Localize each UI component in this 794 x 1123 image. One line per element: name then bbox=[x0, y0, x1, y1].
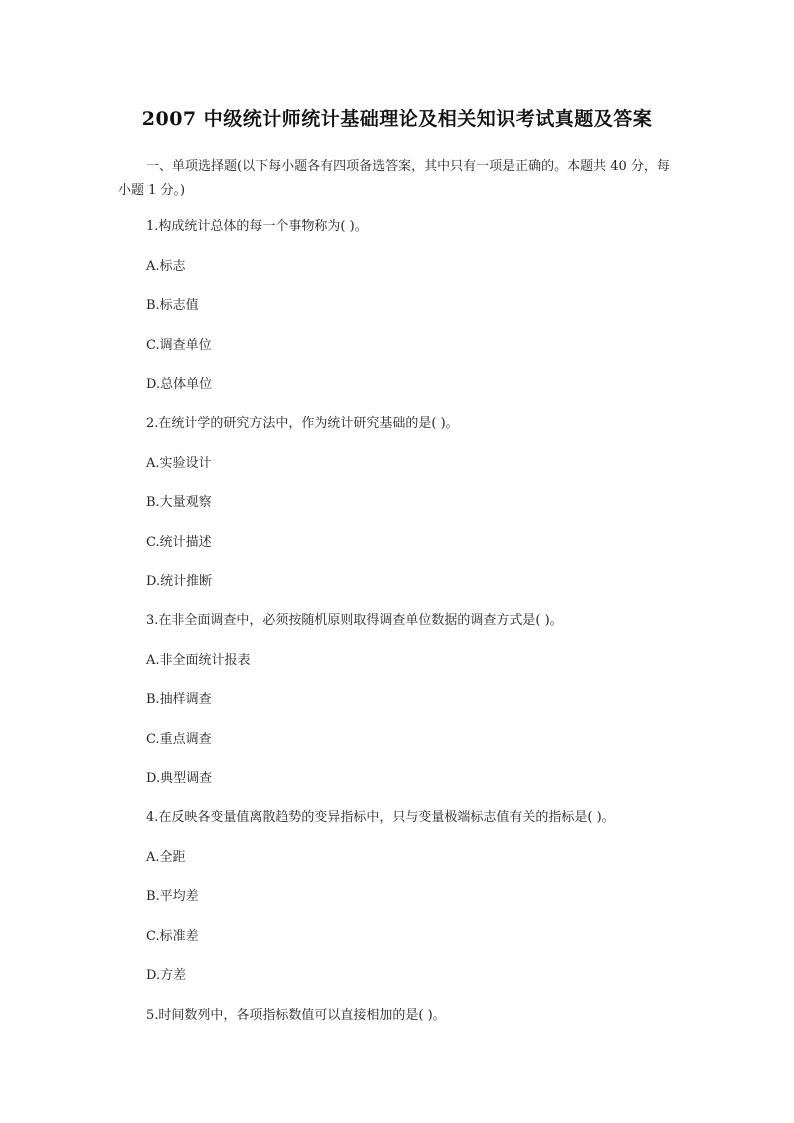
document-title: 2007 中级统计师统计基础理论及相关知识考试真题及答案 bbox=[141, 108, 653, 130]
question-2: 2.在统计学的研究方法中，作为统计研究基础的是( )。 bbox=[146, 416, 459, 431]
question-3: 3.在非全面调查中，必须按随机原则取得调查单位数据的调查方式是( )。 bbox=[146, 613, 563, 628]
question-4: 4.在反映各变量值离散趋势的变异指标中，只与变量极端标志值有关的指标是( )。 bbox=[146, 810, 615, 825]
question-1: 1.构成统计总体的每一个事物称为( )。 bbox=[146, 219, 368, 234]
question-2-option-a: A.实验设计 bbox=[146, 456, 212, 471]
question-2-option-c: C.统计描述 bbox=[146, 535, 212, 550]
question-1-option-a: A.标志 bbox=[146, 259, 186, 274]
question-4-option-c: C.标准差 bbox=[146, 929, 199, 944]
question-2-option-d: D.统计推断 bbox=[146, 574, 213, 589]
question-1-option-c: C.调查单位 bbox=[146, 338, 212, 353]
section-intro-text: 一、单项选择题(以下每小题各有四项备选答案，其中只有一项是正确的。本题共 40 分，每小题 1 分。) bbox=[118, 159, 670, 198]
question-2-option-b: B.大量观察 bbox=[146, 495, 212, 510]
question-5: 5.时间数列中，各项指标数值可以直接相加的是( )。 bbox=[146, 1008, 446, 1023]
question-3-option-c: C.重点调查 bbox=[146, 732, 212, 747]
question-1-option-b: B.标志值 bbox=[146, 298, 199, 313]
question-3-option-d: D.典型调查 bbox=[146, 771, 213, 786]
question-3-option-b: B.抽样调查 bbox=[146, 692, 212, 707]
question-4-option-a: A.全距 bbox=[146, 850, 186, 865]
question-3-option-a: A.非全面统计报表 bbox=[146, 653, 251, 668]
question-4-option-d: D.方差 bbox=[146, 968, 187, 983]
section-intro bbox=[118, 155, 670, 203]
question-4-option-b: B.平均差 bbox=[146, 889, 199, 904]
question-1-option-d: D.总体单位 bbox=[146, 377, 213, 392]
